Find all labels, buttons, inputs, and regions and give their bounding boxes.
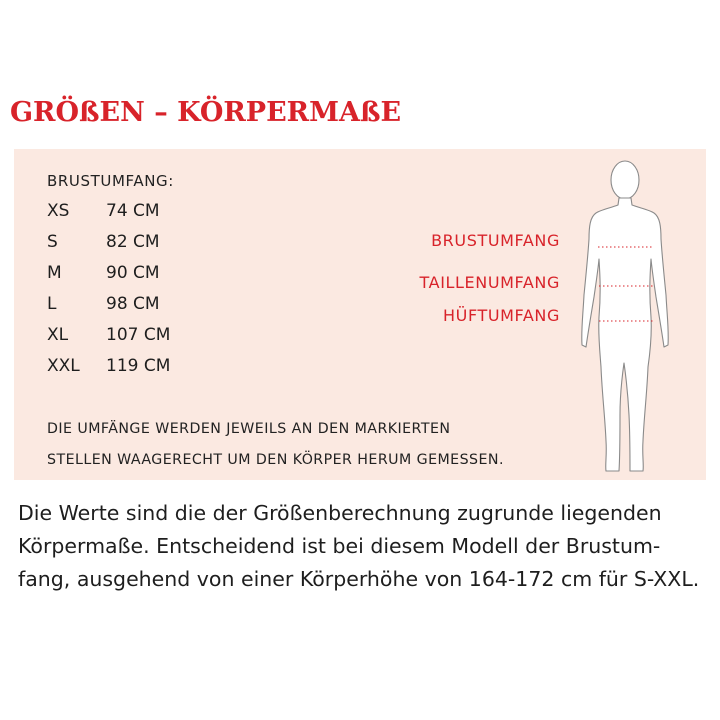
size-value: 82 CM [106,232,160,252]
size-label: M [47,263,62,283]
page-title: GRÖßEN – KÖRPERMAßE [10,97,402,128]
paragraph-line: fang, ausgehend von einer Körperhöhe von 164-172 cm für S-XXL. [18,567,700,591]
body-silhouette-icon [572,155,682,477]
size-label: XS [47,201,70,221]
hip-measure-label: HÜFTUMFANG [443,306,560,325]
size-value: 74 CM [106,201,160,221]
chest-heading: BRUSTUMFANG: [47,172,174,190]
size-value: 90 CM [106,263,160,283]
note-line: STELLEN WAAGERECHT UM DEN KÖRPER HERUM GEMESSEN. [47,452,504,468]
paragraph-line: Die Werte sind die der Größenberechnung zugrunde liegenden [18,501,662,525]
paragraph-line: Körpermaße. Entscheidend ist bei diesem Modell der Brustum- [18,534,661,558]
size-value: 98 CM [106,294,160,314]
size-label: L [47,294,57,314]
note-line: DIE UMFÄNGE WERDEN JEWEILS AN DEN MARKIERTEN [47,421,451,437]
description-paragraph [18,497,708,596]
size-value: 119 CM [106,356,171,376]
chest-measure-label: BRUSTUMFANG [431,231,560,250]
size-label: XL [47,325,69,345]
waist-measure-label: TAILLENUMFANG [419,273,560,292]
size-label: XXL [47,356,80,376]
size-label: S [47,232,58,252]
size-value: 107 CM [106,325,171,345]
